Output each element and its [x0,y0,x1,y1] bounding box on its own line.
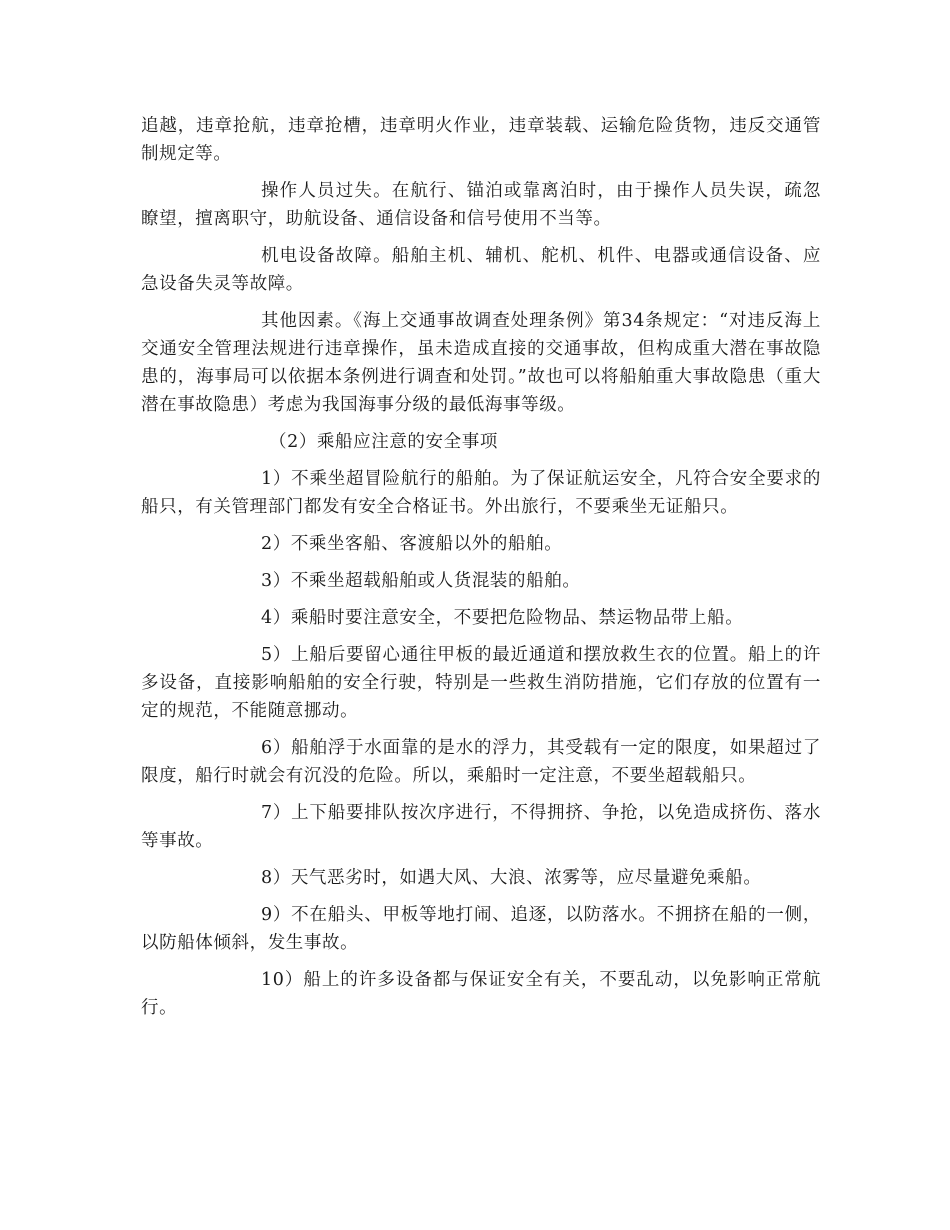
list-item-10: 10）船上的许多设备都与保证安全有关，不要乱动，以免影响正常航行。 [141,970,821,1018]
list-item-5: 5）上船后要留心通往甲板的最近通道和摆放救生衣的位置。船上的许多设备，直接影响船舶的安全行驶，特别是一些救生消防措施，它们存放的位置有一定的规范，不能随意挪动。 [141,645,821,721]
list-item-8: 8）天气恶劣时，如遇大风、大浪、浓雾等，应尽量避免乘船。 [261,868,762,888]
list-item-6: 6）船舶浮于水面靠的是水的浮力，其受载有一定的限度，如果超过了限度，船行时就会有沉没的危险。所以，乘船时一定注意，不要坐超载船只。 [141,738,821,786]
list-item-3: 3）不乘坐超载船舶或人货混装的船舶。 [261,571,581,591]
paragraph-violations-continued: 追越，违章抢航，违章抢槽，违章明火作业，违章装载、运输危险货物，违反交通管制规定等。 [141,116,821,164]
list-item-1: 1）不乘坐超冒险航行的船舶。为了保证航运安全，凡符合安全要求的船只，有关管理部门都发有安全合格证书。外出旅行，不要乘坐无证船只。 [141,469,821,517]
section-heading-safety-notes: （2）乘船应注意的安全事项 [269,432,498,452]
paragraph-equipment-failure: 机电设备故障。船舶主机、辅机、舵机、机件、电器或通信设备、应急设备失灵等故障。 [141,246,821,294]
paragraph-operator-error: 操作人员过失。在航行、锚泊或靠离泊时，由于操作人员失误，疏忽瞭望，擅离职守，助航设备、通信设备和信号使用不当等。 [141,181,821,229]
document-body [141,112,821,1031]
list-item-9: 9）不在船头、甲板等地打闹、追逐，以防落水。不拥挤在船的一侧，以防船体倾斜，发生事故。 [141,905,821,953]
list-item-2: 2）不乘坐客船、客渡船以外的船舶。 [261,534,563,554]
list-item-4: 4）乘船时要注意安全，不要把危险物品、禁运物品带上船。 [261,608,744,628]
list-item-7: 7）上下船要排队按次序进行，不得拥挤、争抢，以免造成挤伤、落水等事故。 [141,803,821,851]
paragraph-other-factors: 其他因素。《海上交通事故调查处理条例》第34条规定：“对违反海上交通安全管理法规进行违章操作，虽未造成直接的交通事故，但构成重大潜在事故隐患的，海事局可以依据本条例进行调查和处罚。”故也可以将船舶重大事故隐患（重大潜在事故隐患）考虑为我国海事分级的最低海事等级。 [141,311,821,415]
